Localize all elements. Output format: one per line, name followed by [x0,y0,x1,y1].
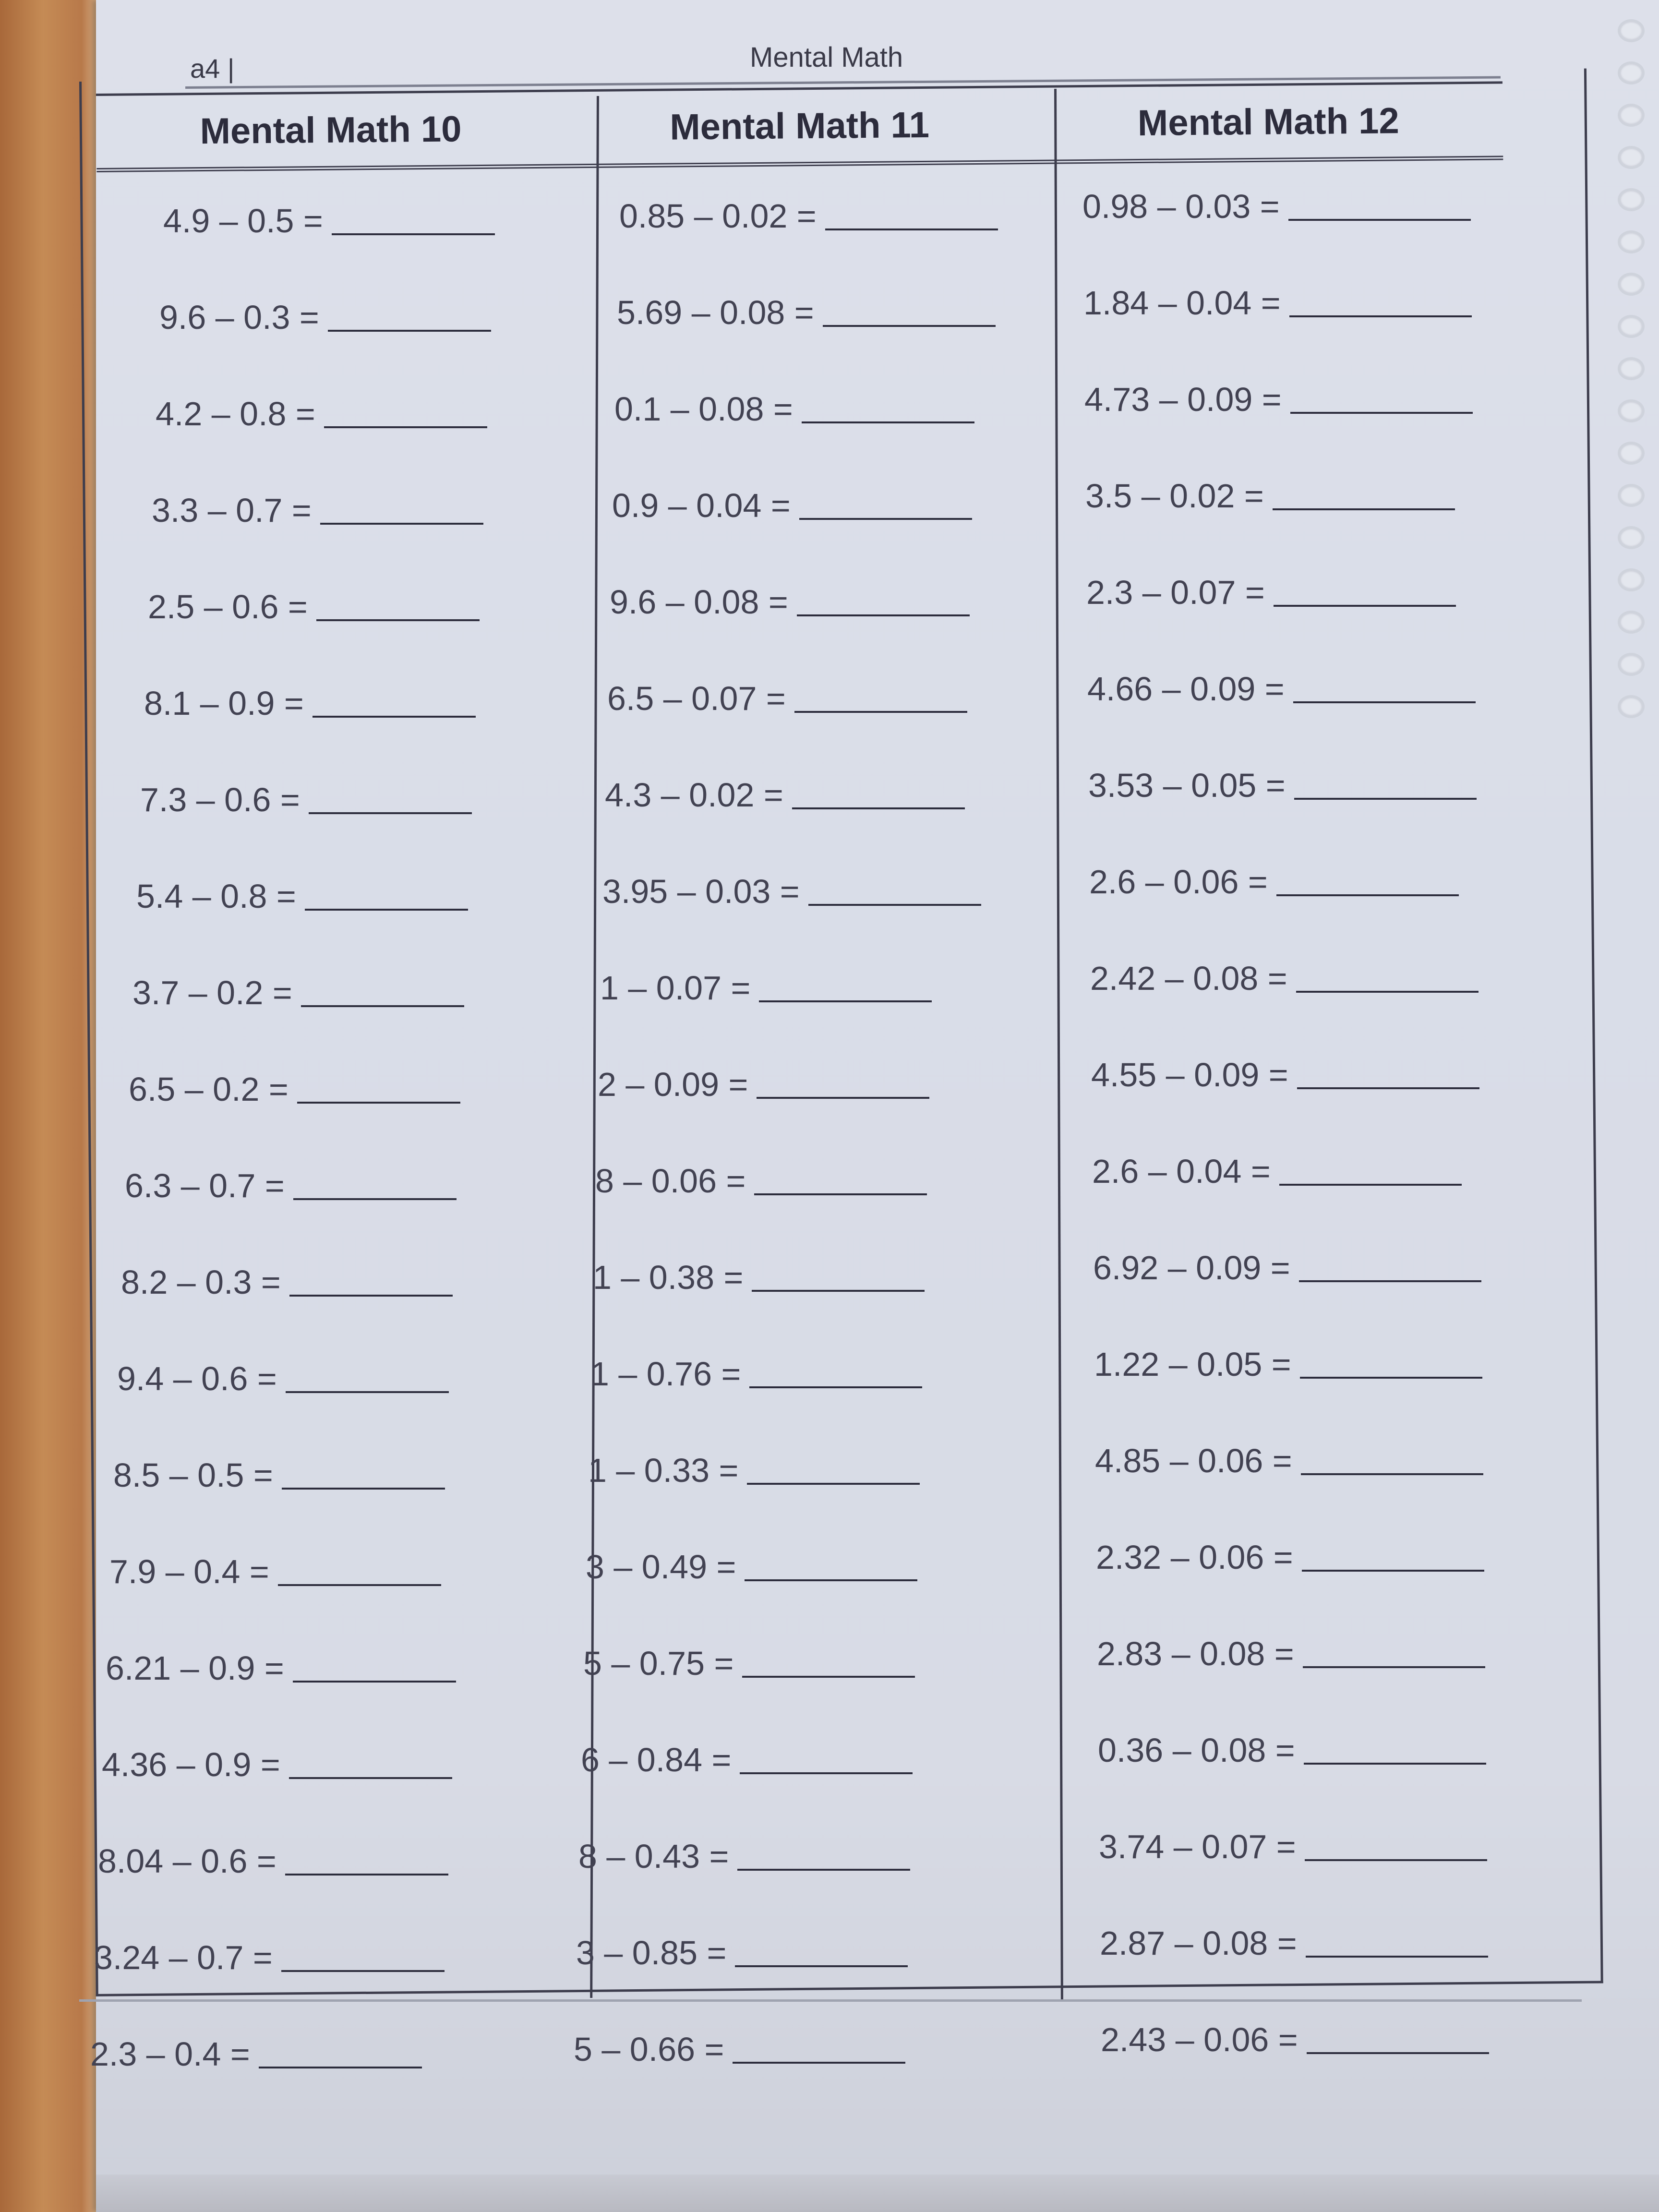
problem-row [1088,766,1477,805]
binding-ring [1618,273,1645,296]
problem-expression: 8.5 – 0.5 = [113,1456,273,1494]
problem-expression: 3.3 – 0.7 = [152,492,312,529]
problem-expression: 9.4 – 0.6 = [117,1360,277,1397]
answer-blank[interactable] [316,619,480,621]
table-header-row [96,81,1503,172]
answer-blank[interactable] [1305,1859,1487,1861]
answer-blank[interactable] [1288,219,1471,221]
problem-expression: 5.69 – 0.08 = [617,294,814,331]
answer-blank[interactable] [1293,701,1476,703]
answer-blank[interactable] [823,325,996,327]
problem-row [102,1745,452,1784]
answer-blank[interactable] [745,1579,917,1581]
answer-blank[interactable] [332,233,495,235]
answer-blank[interactable] [282,1488,445,1490]
problem-row [1087,670,1476,708]
problem-row [612,486,972,525]
problem-expression: 8.1 – 0.9 = [144,685,304,722]
answer-blank[interactable] [328,330,491,332]
problem-expression: 6.5 – 0.07 = [607,680,786,717]
problem-expression: 6.21 – 0.9 = [106,1649,284,1687]
problem-row [574,2030,905,2068]
answer-blank[interactable] [1303,1666,1485,1668]
problem-row [125,1166,457,1205]
answer-blank[interactable] [305,909,468,911]
answer-blank[interactable] [313,716,476,718]
page-reference: a4 | [190,53,235,84]
problem-row [1091,1056,1479,1094]
problem-row [602,872,981,911]
problem-expression: 4.2 – 0.8 = [156,395,315,433]
problem-expression: 4.9 – 0.5 = [163,202,323,240]
problem-row [1084,380,1473,419]
problem-row [156,395,487,433]
problem-row [600,969,932,1007]
problem-expression: 1 – 0.07 = [600,969,751,1007]
problem-row [148,588,480,626]
problem-expression: 3.95 – 0.03 = [602,873,800,910]
answer-blank[interactable] [792,807,965,809]
answer-blank[interactable] [285,1874,448,1875]
problem-expression: 2.43 – 0.06 = [1101,2021,1298,2058]
answer-blank[interactable] [1304,1763,1486,1765]
binding-ring [1618,104,1645,127]
problem-row [1097,1635,1485,1673]
binding-ring [1618,526,1645,549]
problem-expression: 2.87 – 0.08 = [1100,1924,1297,1962]
problem-row [595,1162,927,1200]
problem-expression: 2 – 0.09 = [598,1066,748,1103]
problem-row [144,684,476,722]
answer-blank[interactable] [825,228,998,230]
answer-blank[interactable] [740,1772,913,1774]
problem-expression: 8 – 0.43 = [578,1838,729,1875]
answer-blank[interactable] [757,1097,929,1099]
binding-ring [1618,315,1645,338]
problem-row [1093,1249,1481,1287]
answer-blank[interactable] [278,1584,441,1586]
problem-expression: 1.84 – 0.04 = [1083,284,1281,322]
binding-ring [1618,188,1645,211]
answer-blank[interactable] [1273,508,1455,510]
problem-expression: 5 – 0.66 = [574,2031,724,2068]
problem-row [1101,2020,1489,2059]
answer-blank[interactable] [1296,991,1479,993]
answer-blank[interactable] [802,421,974,423]
answer-blank[interactable] [1289,315,1472,317]
spiral-binding [1606,19,1659,787]
problem-row [106,1649,456,1687]
problem-row [576,1934,908,1972]
problem-row [590,1355,922,1393]
binding-ring [1618,357,1645,380]
problem-expression: 2.42 – 0.08 = [1090,960,1287,997]
problem-expression: 4.73 – 0.09 = [1084,381,1282,418]
problem-expression: 7.9 – 0.4 = [109,1553,269,1590]
problem-expression: 1 – 0.76 = [590,1355,741,1393]
problem-expression: 0.1 – 0.08 = [614,390,793,428]
answer-blank[interactable] [808,904,981,906]
answer-blank[interactable] [735,1965,908,1967]
binding-ring [1618,695,1645,718]
answer-blank[interactable] [259,2067,422,2068]
problem-row [132,974,464,1012]
problem-expression: 2.83 – 0.08 = [1097,1635,1294,1672]
problem-expression: 6.3 – 0.7 = [125,1167,285,1204]
problem-expression: 2.32 – 0.06 = [1096,1539,1293,1576]
problem-row [1082,187,1471,226]
problem-expression: 3 – 0.49 = [586,1548,736,1586]
answer-blank[interactable] [797,614,970,616]
problem-row [1100,1924,1488,1962]
answer-blank[interactable] [281,1970,445,1972]
problem-expression: 8.2 – 0.3 = [121,1263,281,1301]
answer-blank[interactable] [286,1391,449,1393]
problem-row [617,293,996,332]
binding-ring [1618,568,1645,591]
answer-blank[interactable] [324,426,487,428]
problem-expression: 3.74 – 0.07 = [1099,1828,1296,1865]
problem-expression: 7.3 – 0.6 = [140,781,300,818]
problem-row [607,679,967,718]
problem-row [614,390,974,428]
problem-row [98,1842,448,1880]
problem-row [588,1451,920,1490]
problem-row [159,298,491,337]
problem-expression: 4.85 – 0.06 = [1095,1442,1292,1479]
answer-blank[interactable] [1301,1473,1483,1475]
binding-ring [1618,61,1645,84]
answer-blank[interactable] [293,1198,457,1200]
answer-blank[interactable] [1306,1956,1488,1958]
answer-blank[interactable] [799,518,972,520]
problem-expression: 3.53 – 0.05 = [1088,767,1286,804]
binding-ring [1618,399,1645,422]
problem-expression: 1.22 – 0.05 = [1094,1346,1291,1383]
problem-row [619,197,998,235]
problem-expression: 3.24 – 0.7 = [94,1939,273,1976]
problem-row [140,781,472,819]
answer-blank[interactable] [737,1869,910,1871]
answer-blank[interactable] [301,1005,464,1007]
problem-expression: 5 – 0.75 = [583,1645,734,1682]
problem-expression: 3.5 – 0.02 = [1085,477,1264,515]
problem-row [1092,1152,1462,1190]
problem-row [578,1837,910,1875]
problem-expression: 9.6 – 0.3 = [159,299,319,336]
table-bottom-shadow [79,1999,1582,2002]
answer-blank[interactable] [297,1102,460,1104]
answer-blank[interactable] [1300,1377,1482,1379]
problem-expression: 0.85 – 0.02 = [619,197,817,235]
answer-blank[interactable] [749,1386,922,1388]
answer-blank[interactable] [309,812,472,814]
problem-row [1083,284,1472,322]
problem-expression: 2.6 – 0.04 = [1092,1153,1271,1190]
answer-blank[interactable] [733,2062,905,2064]
answer-blank[interactable] [1290,412,1473,414]
problem-expression: 4.3 – 0.02 = [605,776,783,814]
problem-row [581,1741,913,1779]
problem-row [583,1644,915,1683]
answer-blank[interactable] [1307,2052,1489,2054]
answer-blank[interactable] [1274,605,1456,607]
binding-ring [1618,442,1645,465]
problem-expression: 4.36 – 0.9 = [102,1746,280,1783]
problem-row [163,202,495,240]
problem-row [113,1456,445,1494]
problem-row [121,1263,453,1301]
problem-expression: 6 – 0.84 = [581,1741,732,1779]
problem-row [117,1359,449,1398]
answer-blank[interactable] [1302,1570,1484,1572]
problem-row [152,491,483,529]
answer-blank[interactable] [293,1681,456,1683]
answer-blank[interactable] [289,1295,453,1297]
answer-blank[interactable] [289,1777,452,1779]
problem-row [1089,863,1459,901]
problem-row [1094,1345,1482,1383]
problem-row [1085,477,1455,515]
answer-blank[interactable] [752,1290,925,1292]
answer-blank[interactable] [1279,1184,1462,1186]
problem-row [610,583,970,621]
answer-blank[interactable] [320,523,483,525]
answer-blank[interactable] [1294,798,1477,800]
problem-expression: 1 – 0.38 = [593,1259,744,1296]
binding-ring [1618,19,1645,42]
answer-blank[interactable] [1276,894,1459,896]
column-heading-12: Mental Math 12 [1137,100,1400,144]
binding-ring [1618,484,1645,507]
problem-row [129,1070,460,1108]
problem-expression: 4.66 – 0.09 = [1087,670,1285,708]
problem-expression: 3 – 0.85 = [576,1934,727,1972]
problem-row [1096,1538,1484,1576]
problem-row [90,2035,422,2073]
problem-expression: 6.5 – 0.2 = [129,1070,289,1108]
answer-blank[interactable] [759,1000,932,1002]
answer-blank[interactable] [794,711,967,713]
answer-blank[interactable] [754,1193,927,1195]
problem-expression: 9.6 – 0.08 = [610,583,788,621]
answer-blank[interactable] [1299,1280,1481,1282]
problem-expression: 0.9 – 0.04 = [612,487,791,524]
problem-row [1099,1827,1487,1866]
binding-ring [1618,653,1645,676]
problem-row [109,1552,441,1591]
problem-row [593,1258,925,1297]
column-heading-11: Mental Math 11 [670,104,930,148]
problem-row [1095,1442,1483,1480]
problem-row [605,776,965,814]
problem-row [1090,959,1479,998]
problem-expression: 3.7 – 0.2 = [132,974,292,1011]
answer-blank[interactable] [742,1676,915,1678]
problem-expression: 2.6 – 0.06 = [1089,863,1268,901]
page-title: Mental Math [750,42,903,73]
problem-row [598,1065,929,1104]
problem-expression: 0.36 – 0.08 = [1098,1731,1295,1769]
problem-expression: 1 – 0.33 = [588,1452,739,1489]
problem-expression: 4.55 – 0.09 = [1091,1056,1288,1094]
problem-expression: 2.3 – 0.4 = [90,2035,250,2073]
problem-expression: 2.5 – 0.6 = [148,588,308,625]
column-heading-10: Mental Math 10 [200,108,462,152]
page-stack-edge [96,2175,1659,2212]
problem-row [136,877,468,915]
problem-expression: 5.4 – 0.8 = [136,878,296,915]
problem-row [94,1938,445,1977]
worksheet-table [79,69,1603,1996]
problem-expression: 2.3 – 0.07 = [1086,574,1265,611]
problem-expression: 0.98 – 0.03 = [1082,188,1280,225]
answer-blank[interactable] [1297,1087,1479,1089]
problem-expression: 8 – 0.06 = [595,1162,746,1200]
problem-row [586,1548,917,1586]
binding-ring [1618,146,1645,169]
answer-blank[interactable] [747,1483,920,1485]
problem-row [1086,573,1456,612]
binding-ring [1618,230,1645,253]
problem-expression: 6.92 – 0.09 = [1093,1249,1290,1286]
binding-ring [1618,611,1645,634]
problem-expression: 8.04 – 0.6 = [98,1842,276,1880]
problem-row [1098,1731,1486,1769]
